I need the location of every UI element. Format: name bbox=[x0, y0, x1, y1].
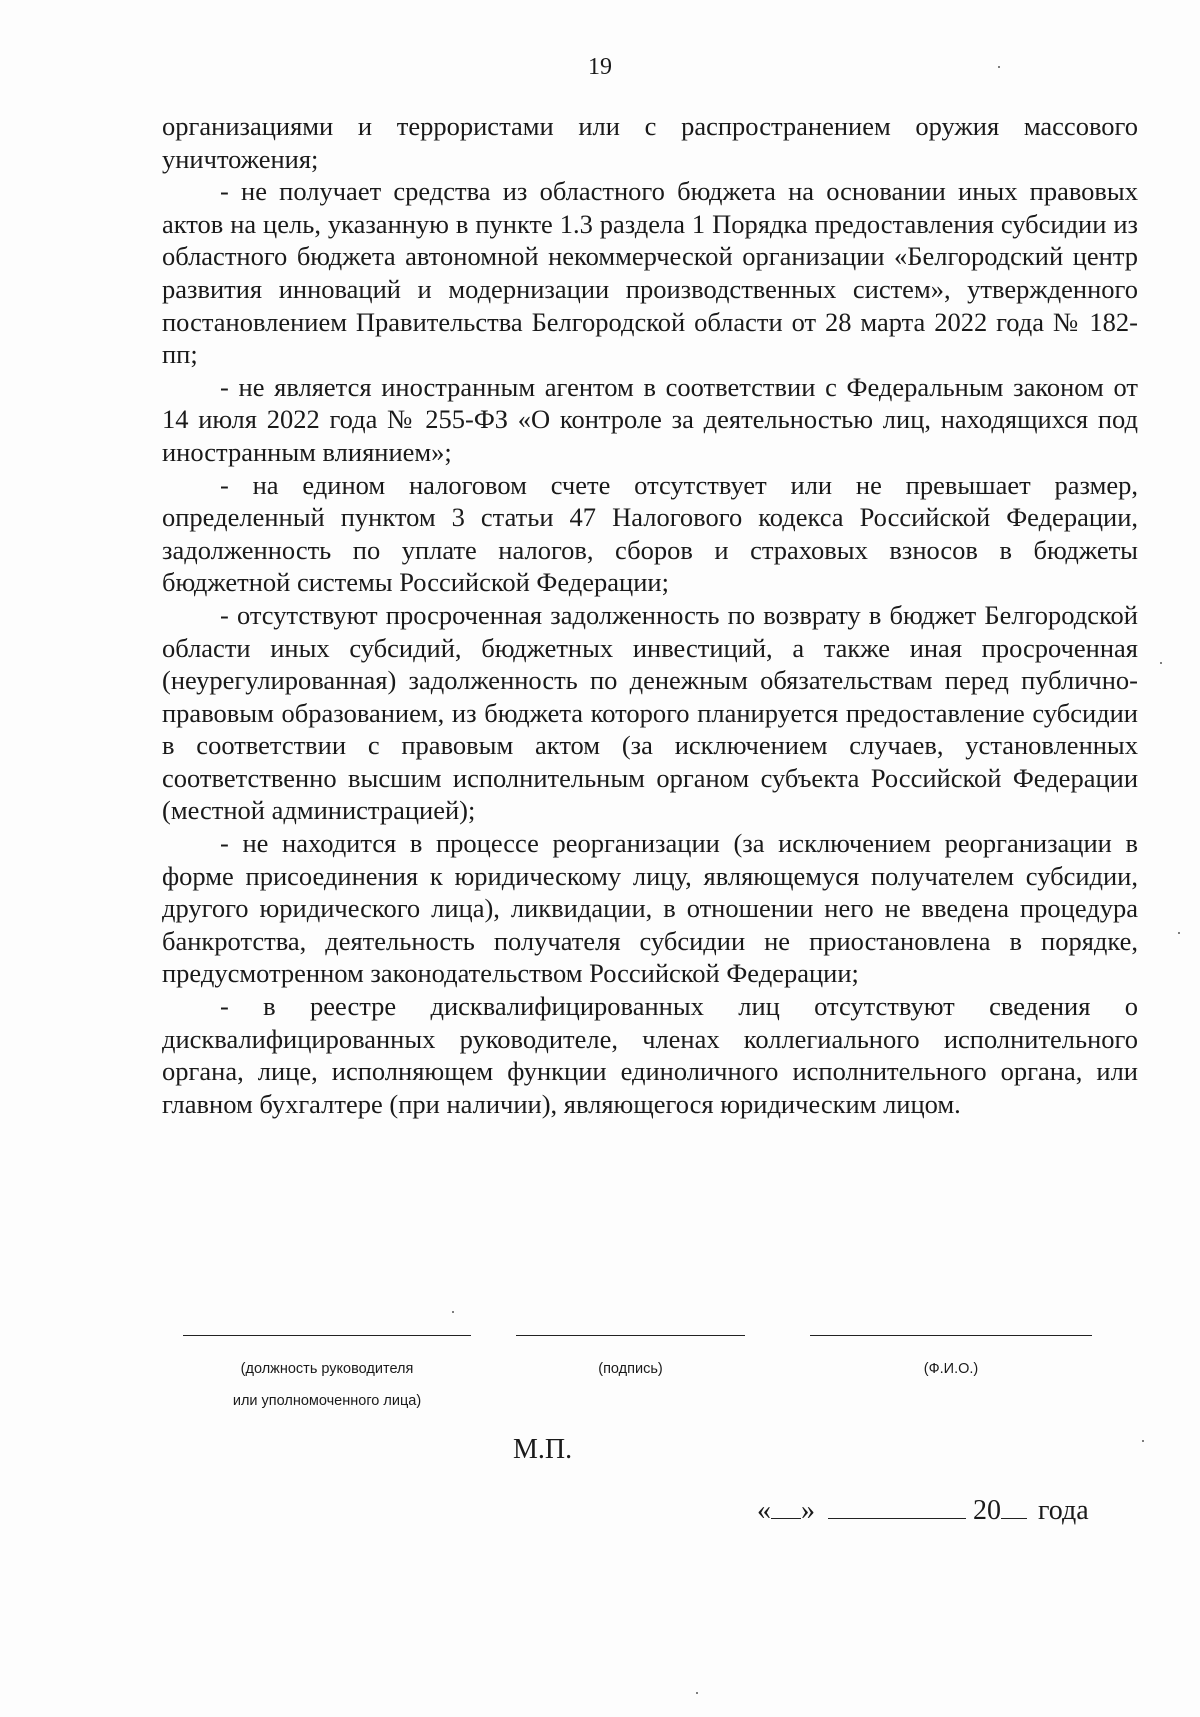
month-blank bbox=[828, 1494, 966, 1519]
year-blank bbox=[1001, 1494, 1027, 1519]
date-open-quote: « bbox=[757, 1495, 771, 1526]
position-signature-line bbox=[183, 1335, 471, 1336]
scan-speck bbox=[1178, 932, 1180, 934]
list-item: - в реестре дисквалифицированных лиц отсутствуют сведения о дисквалифицированных руководителе, членах коллегиального исполнительного органа, лице, исполняющем функции единоличного исполнительного органа, или главном бухгалтере (при наличии), являющегося юридическим лицом. bbox=[162, 991, 1138, 1119]
position-caption-line2: или уполномоченного лица) bbox=[232, 1393, 422, 1409]
list-item: - не получает средства из областного бюджета на основании иных правовых актов на цель, указанную в пункте 1.3 раздела 1 Порядка предоставления субсидии из областного бюджета автономной некоммерческой организации «Белгородский центр развития инноваций и модернизации производственных систем», утвержденного постановлением Правительства Белгородской области от 28 марта 2022 года № 182-пп; bbox=[162, 176, 1138, 370]
day-blank bbox=[771, 1494, 801, 1519]
list-item: - не находится в процессе реорганизации (за исключением реорганизации в форме присоединения к юридическому лицу, являющемуся получателем субсидии, другого юридического лица), ликвидации, в отношении него не введена процедура банкротства, деятельность получателя субсидии не приостановлена в порядке, предусмотренном законодательством Российской Федерации; bbox=[162, 828, 1138, 989]
scan-speck bbox=[696, 1692, 698, 1694]
date-close-quote: » bbox=[801, 1495, 815, 1526]
scan-speck bbox=[1142, 1440, 1144, 1442]
position-caption bbox=[183, 1353, 471, 1417]
name-caption: (Ф.И.О.) bbox=[923, 1361, 979, 1377]
document-body bbox=[162, 110, 1138, 1120]
page-number: 19 bbox=[588, 54, 612, 80]
signature-caption: (подпись) bbox=[598, 1361, 663, 1377]
year-prefix: 20 bbox=[973, 1495, 1001, 1526]
stamp-label: М.П. bbox=[513, 1434, 573, 1465]
date-line bbox=[757, 1494, 1089, 1527]
list-item: - отсутствуют просроченная задолженность по возврату в бюджет Белгородской области иных субсидий, бюджетных инвестиций, а также иная просроченная (неурегулированная) задолженность по денежным обязательствам перед публично-правовым образованием, из бюджета которого планируется предоставление субсидии в соответствии с правовым актом (за исключением случаев, установленных соответственно высшим исполнительным органом субъекта Российской Федерации (местной администрацией); bbox=[162, 599, 1138, 826]
list-item: - не является иностранным агентом в соответствии с Федеральным законом от 14 июля 2022 года № 255-ФЗ «О контроле за деятельностью лиц, находящихся под иностранным влиянием»; bbox=[162, 371, 1138, 467]
list-item: - на едином налоговом счете отсутствует или не превышает размер, определенный пунктом 3 статьи 47 Налогового кодекса Российской Федерации, задолженность по уплате налогов, сборов и страховых взносов в бюджеты бюджетной системы Российской Федерации; bbox=[162, 469, 1138, 598]
signature-line bbox=[516, 1335, 745, 1336]
position-caption-line1: (должность руководителя bbox=[240, 1361, 414, 1377]
scan-speck bbox=[998, 66, 1000, 68]
name-signature-line bbox=[810, 1335, 1092, 1336]
year-suffix: года bbox=[1038, 1495, 1089, 1526]
scan-speck bbox=[1160, 662, 1162, 664]
scan-speck bbox=[452, 1311, 454, 1313]
paragraph-continuation: организациями и террористами или с распространением оружия массового уничтожения; bbox=[162, 111, 1138, 174]
